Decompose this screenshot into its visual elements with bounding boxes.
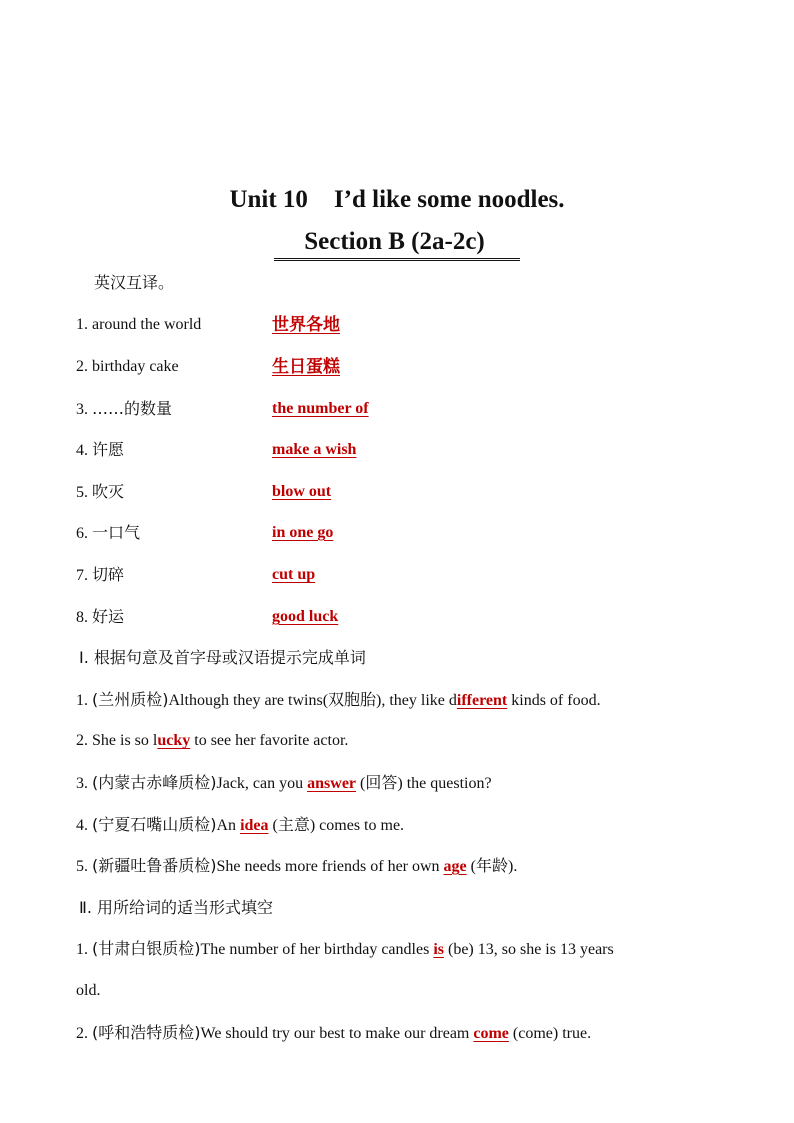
sentence-start: Although they are twins(双胞胎), they like d — [168, 692, 457, 709]
sentence-start: She needs more friends of her own — [216, 858, 444, 875]
unit-title — [0, 185, 794, 215]
sentence-start: An — [216, 817, 241, 834]
unit-name: I’d like some noodles. — [333, 186, 565, 213]
item-number: 6. — [76, 525, 88, 542]
fill-sentence — [76, 730, 348, 752]
fill-sentence — [76, 1022, 591, 1045]
fill-sentence — [76, 772, 492, 795]
item-number: 8. — [76, 609, 88, 626]
sentence-end: (年龄). — [466, 858, 518, 875]
item-source: (宁夏石嘴山质检) — [92, 815, 217, 834]
item-number: 1. — [76, 941, 88, 958]
item-prompt: birthday cake — [92, 358, 179, 375]
answer-blank: idea — [240, 817, 269, 834]
fill-sentence — [76, 855, 517, 878]
item-number: 2. — [76, 1025, 88, 1042]
item-answer: make a wish — [272, 441, 357, 458]
item-answer: 世界各地 — [272, 315, 340, 335]
answer-blank: age — [443, 858, 467, 875]
item-number: 5. — [76, 484, 88, 501]
sentence-continuation: old. — [76, 982, 101, 999]
item-source: (新疆吐鲁番质检) — [92, 856, 217, 875]
sentence-start: We should try our best to make our dream — [200, 1025, 474, 1042]
item-number: 4. — [76, 817, 88, 834]
item-source: (甘肃白银质检) — [92, 939, 201, 958]
sentence-end: (回答) the question? — [356, 775, 492, 792]
item-source: (呼和浩特质检) — [92, 1023, 201, 1042]
sentence-end: (be) 13, so she is 13 years — [443, 941, 614, 958]
part1-heading: Ⅰ. 根据句意及首字母或汉语提示完成单词 — [79, 648, 366, 667]
answer-blank: ifferent — [456, 692, 508, 709]
answer-blank: is — [433, 941, 444, 958]
item-prompt: 一口气 — [92, 523, 141, 542]
item-number: 2. — [76, 358, 88, 375]
sentence-end: to see her favorite actor. — [190, 732, 349, 749]
item-source: (兰州质检) — [92, 690, 169, 709]
item-number: 5. — [76, 858, 88, 875]
translate-heading: 英汉互译。 — [94, 273, 175, 292]
item-prompt: ……的数量 — [92, 399, 173, 418]
fill-sentence — [76, 689, 601, 712]
item-answer: cut up — [272, 566, 316, 583]
fill-sentence — [76, 938, 614, 961]
section-label: Section B (2a-2c) — [274, 227, 520, 261]
sentence-end: kinds of food. — [507, 692, 601, 709]
item-answer: 生日蛋糕 — [272, 357, 340, 377]
sentence-end: (主意) comes to me. — [268, 817, 405, 834]
item-answer: in one go — [272, 524, 334, 541]
item-answer: blow out — [272, 483, 332, 500]
answer-blank: answer — [307, 775, 357, 792]
sentence-start: She is so l — [92, 732, 158, 749]
item-number: 2. — [76, 732, 88, 749]
answer-blank: ucky — [157, 732, 191, 749]
fill-sentence — [76, 814, 404, 837]
unit-number: Unit 10 — [229, 186, 308, 213]
item-number: 3. — [76, 775, 88, 792]
answer-blank: come — [473, 1025, 509, 1042]
item-prompt: 切碎 — [92, 565, 125, 584]
sentence-start: The number of her birthday candles — [200, 941, 434, 958]
item-number: 7. — [76, 567, 88, 584]
item-answer: the number of — [272, 400, 369, 417]
item-answer: good luck — [272, 608, 339, 625]
section-title — [0, 227, 794, 261]
item-prompt: 吹灭 — [92, 482, 125, 501]
item-source: (内蒙古赤峰质检) — [92, 773, 217, 792]
item-prompt: 许愿 — [92, 440, 125, 459]
item-number: 1. — [76, 692, 88, 709]
item-number: 3. — [76, 401, 88, 418]
part2-heading: Ⅱ. 用所给词的适当形式填空 — [79, 898, 274, 917]
item-prompt: around the world — [92, 316, 202, 333]
item-number: 4. — [76, 442, 88, 459]
item-number: 1. — [76, 316, 88, 333]
sentence-end: (come) true. — [508, 1025, 592, 1042]
item-prompt: 好运 — [92, 607, 125, 626]
sentence-start: Jack, can you — [216, 775, 308, 792]
